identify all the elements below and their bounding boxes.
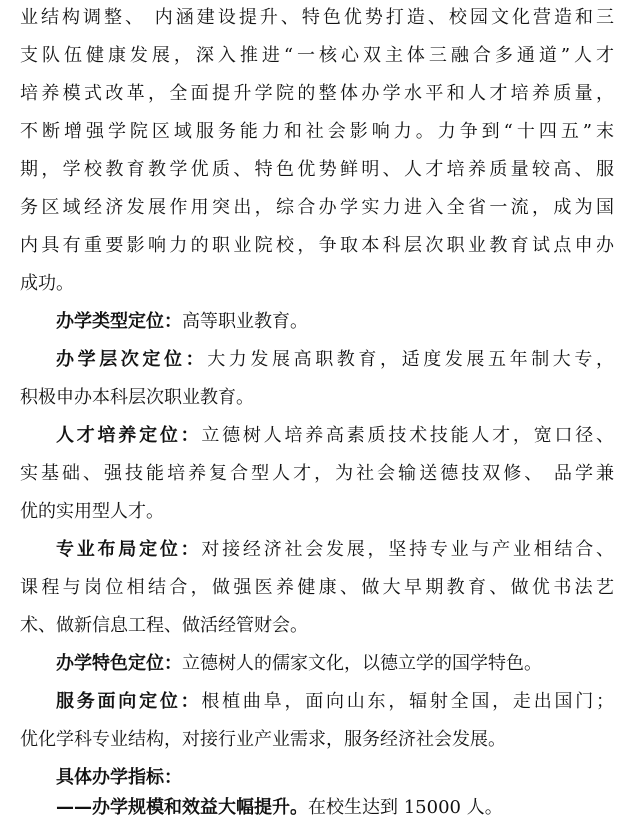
intro-line: 内具有重要影响力的职业院校，争取本科层次职业教育试点申办 <box>20 235 614 256</box>
indicators-heading: 具体办学指标： <box>56 767 182 788</box>
positioning-text: 实基础、强技能培养复合型人才，为社会输送德技双修、 品学兼 <box>20 463 614 484</box>
intro-line: 务区域经济发展作用突出，综合办学实力进入全省一流，成为国 <box>20 197 614 218</box>
positioning-text: 根植曲阜，面向山东，辐射全国，走出国门； <box>201 691 614 712</box>
indicator-item <box>56 795 614 821</box>
intro-line: 期，学校教育教学优质、特色优势鲜明、人才培养质量较高、服 <box>20 159 614 180</box>
positioning-label: 专业布局定位： <box>56 539 202 560</box>
positioning-label: 办学特色定位： <box>56 653 182 674</box>
positioning-text: 课程与岗位相结合，做强医养健康、做大早期教育、做优书法艺 <box>20 577 614 598</box>
positioning-type <box>56 309 614 335</box>
positioning-text: 优化学科专业结构，对接行业产业需求，服务经济社会发展。 <box>20 729 506 750</box>
positioning-label: 办学层次定位： <box>56 349 208 370</box>
intro-line: 业结构调整、 内涵建设提升、特色优势打造、校园文化营造和三 <box>20 7 614 28</box>
positioning-majors <box>56 537 614 563</box>
positioning-label: 办学类型定位： <box>56 311 182 332</box>
positioning-text: 积极申办本科层次职业教育。 <box>20 387 254 408</box>
positioning-text: 优的实用型人才。 <box>20 501 164 522</box>
indicator-text: 在校生达到 15000 人。 <box>308 797 503 818</box>
positioning-feature <box>56 651 614 677</box>
positioning-label: 服务面向定位： <box>56 691 202 712</box>
intro-line: 不断增强学院区域服务能力和社会影响力。力争到“十四五”末 <box>20 121 614 142</box>
positioning-level <box>56 347 614 373</box>
positioning-text: 术、做新信息工程、做活经管财会。 <box>20 615 308 636</box>
positioning-text: 高等职业教育。 <box>182 311 308 332</box>
positioning-text: 大力发展高职教育，适度发展五年制大专， <box>207 349 614 370</box>
positioning-text: 立德树人的儒家文化，以德立学的国学特色。 <box>182 653 542 674</box>
intro-line: 成功。 <box>20 273 74 294</box>
positioning-label: 人才培养定位： <box>56 425 202 446</box>
indicator-label: ——办学规模和效益大幅提升。 <box>56 797 308 818</box>
positioning-talent <box>56 423 614 449</box>
positioning-text: 立德树人培养高素质技术技能人才，宽口径、 <box>201 425 614 446</box>
intro-line: 培养模式改革，全面提升学院的整体办学水平和人才培养质量， <box>20 83 614 104</box>
positioning-text: 对接经济社会发展，坚持专业与产业相结合、 <box>201 539 614 560</box>
intro-line: 支队伍健康发展，深入推进“一核心双主体三融合多通道”人才 <box>20 45 614 66</box>
positioning-service <box>56 689 614 715</box>
